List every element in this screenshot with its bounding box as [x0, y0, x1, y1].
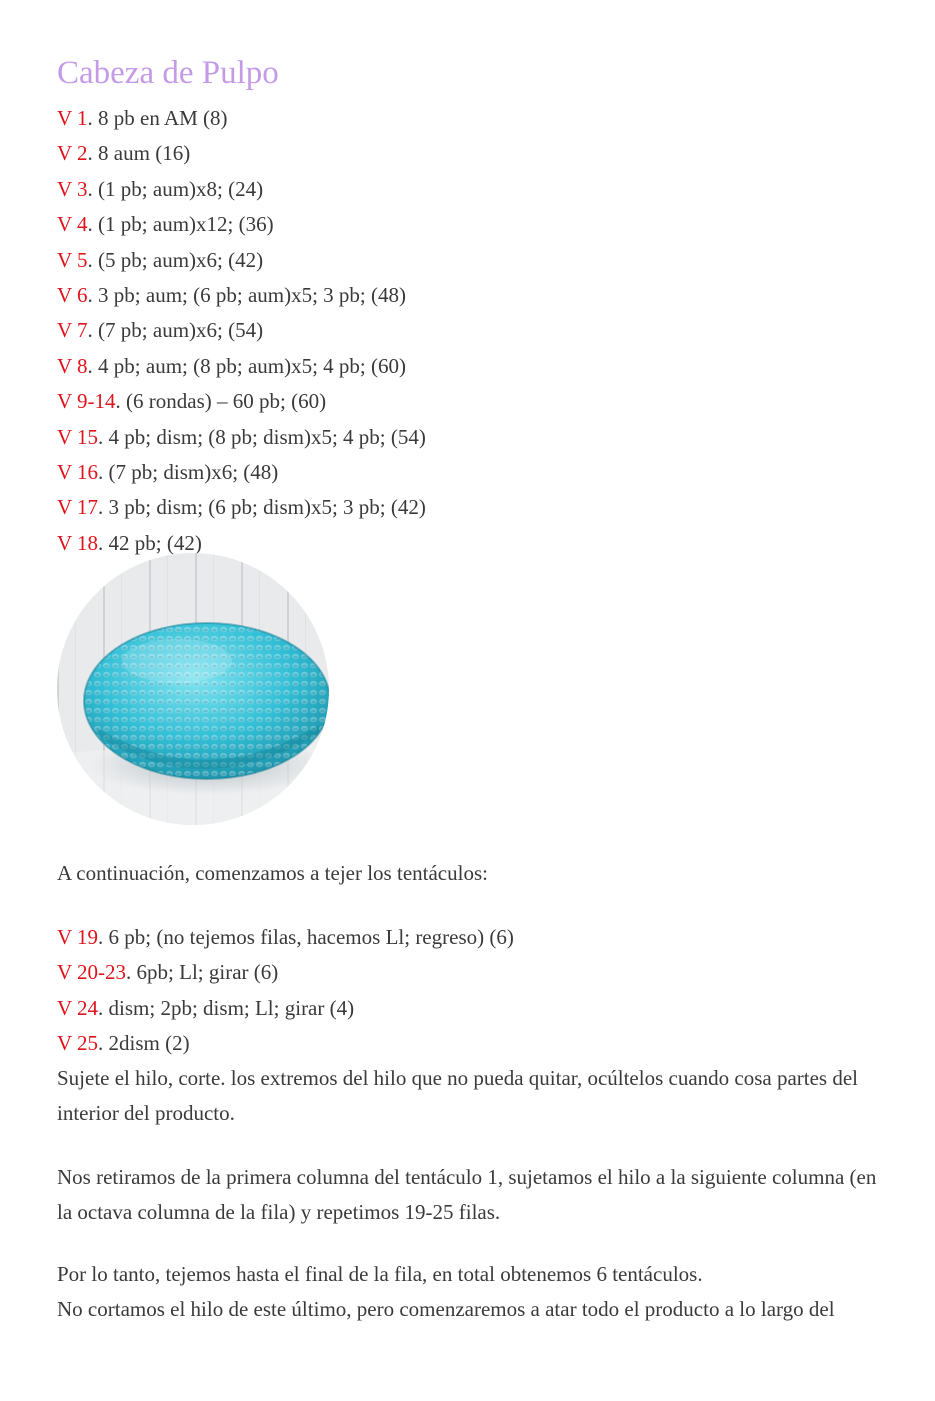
round-line — [57, 384, 426, 419]
round-line — [57, 243, 426, 278]
round-line — [57, 526, 426, 561]
round-text: . 6 pb; (no tejemos filas, hacemos Ll; regreso) (6) — [98, 925, 514, 949]
round-label: V 7 — [57, 318, 88, 343]
round-text: . (7 pb; dism)x6; (48) — [98, 459, 279, 484]
round-label: V 8 — [57, 353, 88, 378]
tentacle-rounds-list — [57, 920, 514, 1062]
round-text: . (1 pb; aum)x12; (36) — [87, 212, 274, 237]
round-label: V 24 — [57, 995, 99, 1020]
continue-paragraph: No cortamos el hilo de este último, pero comenzaremos a atar todo el producto a lo largo del — [57, 1297, 835, 1321]
round-line — [57, 313, 426, 348]
total-tentacles-paragraph: Por lo tanto, tejemos hasta el final de la fila, en total obtenemos 6 tentáculos. — [57, 1262, 703, 1286]
round-label: V 15 — [57, 424, 99, 449]
round-text: . (5 pb; aum)x6; (42) — [87, 247, 264, 272]
fasten-off-paragraph: Sujete el hilo, corte. los extremos del hilo que no pueda quitar, ocúltelos cuando cosa partes del interior del producto. — [57, 1066, 859, 1126]
round-text: . 4 pb; dism; (8 pb; dism)x5; 4 pb; (54) — [98, 424, 426, 449]
round-label: V 25 — [57, 1031, 99, 1056]
round-line — [57, 136, 426, 171]
round-label: V 19 — [57, 925, 99, 949]
round-line — [57, 991, 514, 1026]
round-label: V 5 — [57, 247, 88, 272]
round-label: V 2 — [57, 141, 88, 166]
round-line — [57, 101, 426, 136]
round-line — [57, 920, 514, 955]
crochet-head-photo — [57, 553, 329, 825]
round-label: V 9-14 — [57, 389, 116, 414]
head-rounds-list — [57, 101, 426, 561]
round-text: . dism; 2pb; dism; Ll; girar (4) — [98, 995, 355, 1020]
round-text: . 6pb; Ll; girar (6) — [126, 960, 279, 985]
round-line — [57, 420, 426, 455]
page-title: Cabeza de Pulpo — [57, 55, 279, 91]
round-label: V 1 — [57, 106, 88, 130]
round-label: V 4 — [57, 212, 88, 237]
round-text: . 8 pb en AM (8) — [87, 106, 228, 130]
round-label: V 3 — [57, 176, 88, 201]
round-text: . 3 pb; aum; (6 pb; aum)x5; 3 pb; (48) — [87, 282, 407, 307]
round-text: . 4 pb; aum; (8 pb; aum)x5; 4 pb; (60) — [87, 353, 407, 378]
round-line — [57, 349, 426, 384]
round-label: V 18 — [57, 530, 99, 555]
round-line — [57, 172, 426, 207]
round-line — [57, 490, 426, 525]
round-text: . (6 rondas) – 60 pb; (60) — [115, 389, 327, 414]
round-label: V 20-23 — [57, 960, 127, 985]
crochet-head-illustration — [57, 553, 329, 825]
round-line — [57, 455, 426, 490]
round-line — [57, 207, 426, 242]
round-text: . 8 aum (16) — [87, 141, 191, 166]
round-label: V 17 — [57, 495, 99, 520]
next-column-paragraph: Nos retiramos de la primera columna del tentáculo 1, sujetamos el hilo a la siguiente columna (en la octava columna de la fila) y repetimos 19-25 filas. — [57, 1165, 877, 1225]
tentacles-intro: A continuación, comenzamos a tejer los tentáculos: — [57, 861, 488, 885]
round-text: . 2dism (2) — [98, 1031, 190, 1056]
round-label: V 6 — [57, 282, 88, 307]
round-text: . 42 pb; (42) — [98, 530, 202, 555]
round-line — [57, 955, 514, 990]
round-line — [57, 1026, 514, 1061]
round-label: V 16 — [57, 459, 99, 484]
round-text: . (1 pb; aum)x8; (24) — [87, 176, 264, 201]
round-text: . (7 pb; aum)x6; (54) — [87, 318, 264, 343]
round-line — [57, 278, 426, 313]
round-text: . 3 pb; dism; (6 pb; dism)x5; 3 pb; (42) — [98, 495, 426, 520]
